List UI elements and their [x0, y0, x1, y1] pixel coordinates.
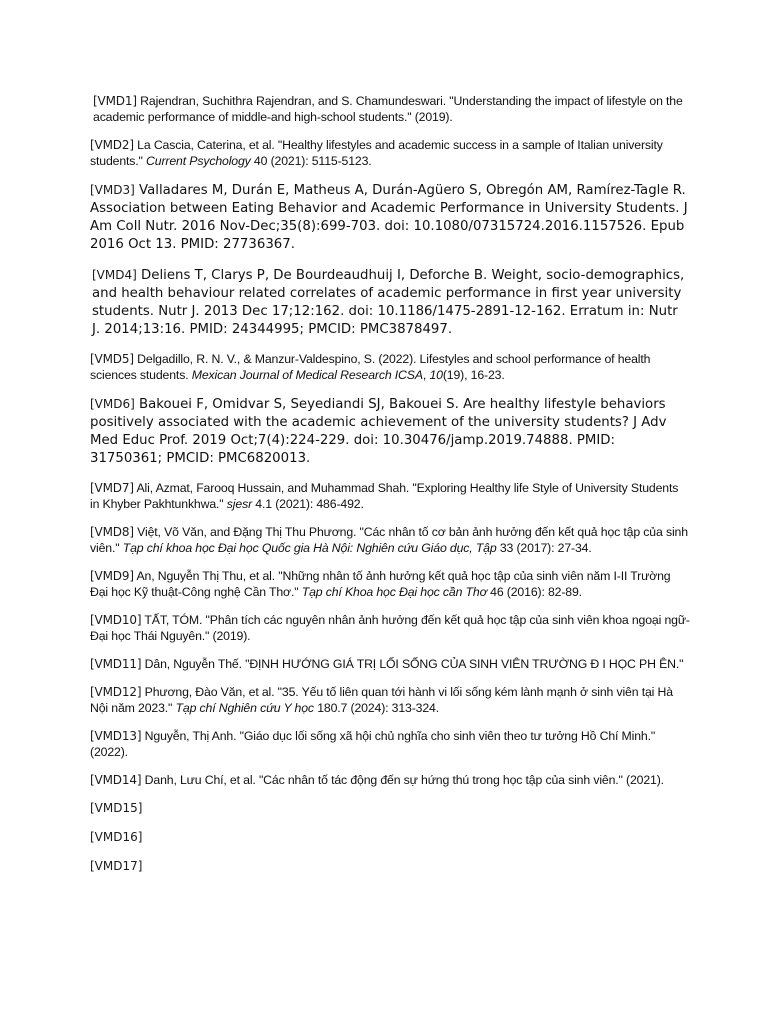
reference-vmd8	[90, 524, 690, 556]
reference-text: (19), 16-23.	[442, 368, 505, 382]
reference-text: 180.7 (2024): 313-324.	[313, 701, 440, 715]
reference-vmd10	[90, 612, 690, 644]
reference-vmd15: [VMD15]	[90, 801, 143, 815]
journal-title: Current Psychology	[146, 154, 251, 168]
reference-vmd14	[90, 772, 690, 788]
reference-tag: [VMD3]	[90, 183, 135, 197]
reference-vmd11	[90, 656, 690, 672]
reference-text: Nguyễn, Thị Anh. "Giáo dục lối sống xã hội chủ nghĩa cho sinh viên theo tư tưởng Hồ Chí Minh." (2022).	[90, 729, 656, 759]
reference-tag: [VMD8]	[90, 525, 134, 539]
reference-separator: ,	[422, 368, 430, 382]
reference-text: La Cascia, Caterina, et al. "Healthy lifestyles and academic success in a sample of Italian university students."	[90, 138, 663, 168]
reference-tag: [VMD5]	[90, 352, 134, 366]
reference-text: 40 (2021): 5115-5123.	[250, 154, 372, 168]
reference-vmd16: [VMD16]	[90, 830, 143, 844]
reference-text: Danh, Lưu Chí, et al. "Các nhân tố tác động đến sự hứng thú trong học tập của sinh viên." (2021).	[141, 773, 664, 787]
reference-tag: [VMD9]	[90, 569, 134, 583]
reference-tag: [VMD6]	[90, 397, 135, 411]
reference-vmd13	[90, 728, 690, 760]
reference-text: An, Nguyễn Thị Thu, et al. "Những nhân tố ảnh hưởng kết quả học tập của sinh viên năm I-II Trường Đại học Kỹ thuật-Công nghệ Cần Thơ."	[90, 569, 671, 599]
reference-vmd12	[90, 684, 690, 716]
journal-title: Tạp chí khoa học Đại học Quốc gia Hà Nội: Nghiên cứu Giáo dục, Tập	[122, 541, 497, 555]
journal-title: sjesr	[226, 497, 253, 511]
reference-tag: [VMD2]	[90, 138, 134, 152]
reference-text: Phương, Đào Văn, et al. "35. Yếu tố liên quan tới hành vi lối sống kém lành mạnh ở sinh viên tại Hà Nội năm 2023."	[90, 685, 673, 715]
reference-text: Rajendran, Suchithra Rajendran, and S. Chamundeswari. "Understanding the impact of lifestyle on the academic performance of middle-and high-school students." (2019).	[93, 94, 683, 124]
journal-volume: 10	[429, 368, 443, 382]
reference-vmd2	[90, 137, 690, 169]
reference-vmd5	[90, 351, 690, 383]
reference-vmd6	[90, 395, 690, 468]
reference-text: 33 (2017): 27-34.	[496, 541, 592, 555]
journal-title: Tạp chí Nghiên cứu Y học	[175, 701, 314, 715]
reference-text: Dân, Nguyễn Thế. "ĐỊNH HƯỚNG GIÁ TRỊ LỐI SỐNG CỦA SINH VIÊN TRƯỜNG Đ I HỌC PH ÊN."	[141, 657, 684, 671]
reference-tag: [VMD10]	[90, 613, 142, 627]
reference-text: Việt, Võ Văn, and Đặng Thị Thu Phương. "Các nhân tố cơ bản ảnh hưởng đến kết quả học tập của sinh viên."	[90, 525, 688, 555]
reference-tag: [VMD11]	[90, 657, 142, 671]
reference-vmd3	[90, 181, 690, 254]
reference-text: Bakouei F, Omidvar S, Seyediandi SJ, Bakouei S. Are healthy lifestyle behaviors positively associated with the academic achievement of the university students? J Adv Med Educ Prof. 2019 Oct;7(4):224-229. doi: 10.30476/jamp.2019.74888. PMID: 31750361; PMCID: PMC6820013.	[90, 397, 667, 466]
reference-tag: [VMD7]	[90, 481, 134, 495]
reference-vmd17: [VMD17]	[90, 859, 143, 873]
reference-tag: [VMD14]	[90, 773, 142, 787]
journal-title: Tạp chí Khoa học Đại học cần Thơ	[301, 585, 487, 599]
reference-text: 4.1 (2021): 486-492.	[252, 497, 364, 511]
reference-tag: [VMD1]	[93, 94, 137, 108]
reference-list	[90, 93, 690, 887]
reference-text: Delgadillo, R. N. V., & Manzur-Valdespino, S. (2022). Lifestyles and school performance of health sciences students.	[90, 352, 651, 382]
reference-vmd4	[92, 266, 690, 339]
reference-vmd9	[90, 568, 690, 600]
journal-title: Mexican Journal of Medical Research ICSA	[191, 368, 423, 382]
reference-vmd7	[90, 480, 690, 512]
reference-tag: [VMD12]	[90, 685, 142, 699]
reference-text: Valladares M, Durán E, Matheus A, Durán-Agüero S, Obregón AM, Ramírez-Tagle R. Association between Eating Behavior and Academic Performance in University Students. J Am Coll Nutr. 2016 Nov-Dec;35(8):699-703. doi: 10.1080/07315724.2016.1157526. Epub 2016 Oct 13. PMID: 27736367.	[90, 183, 688, 252]
reference-text: TẤT, TÓM. "Phân tích các nguyên nhân ảnh hưởng đến kết quả học tập của sinh viên khoa ngoại ngữ-Đại học Thái Nguyên." (2019).	[90, 613, 690, 643]
reference-vmd1	[93, 93, 690, 125]
reference-tag: [VMD4]	[92, 268, 137, 282]
reference-text: 46 (2016): 82-89.	[486, 585, 582, 599]
reference-tag: [VMD13]	[90, 729, 142, 743]
reference-text: Ali, Azmat, Farooq Hussain, and Muhammad Shah. "Exploring Healthy life Style of University Students in Khyber Pakhtunkhwa."	[90, 481, 679, 511]
reference-text: Deliens T, Clarys P, De Bourdeaudhuij I, Deforche B. Weight, socio-demographics, and health behaviour related correlates of academic performance in first year university students. Nutr J. 2013 Dec 17;12:162. doi: 10.1186/1475-2891-12-162. Erratum in: Nutr J. 2014;13:16. PMID: 24344995; PMCID: PMC3878497.	[92, 268, 685, 337]
